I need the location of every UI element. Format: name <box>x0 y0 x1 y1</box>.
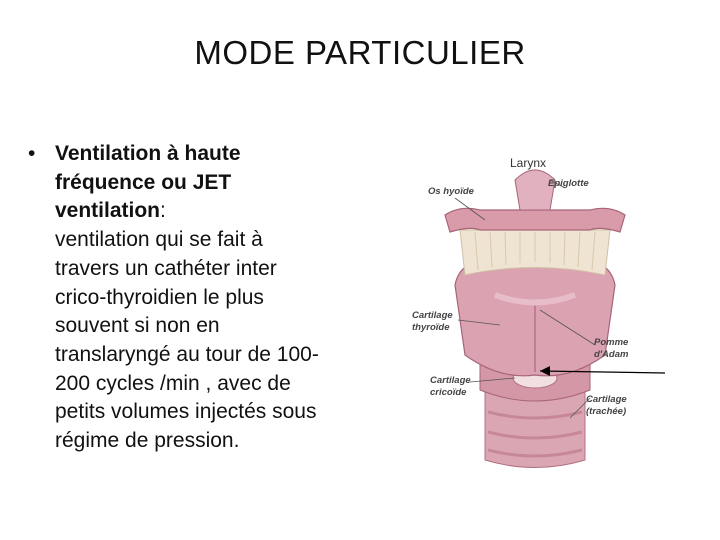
bullet-body: ventilation qui se fait à travers un cathéter inter crico-thyroidien le plus souvent si non en translaryngé au tour de 100- 200 cycles /min , avec de petits volumes injectés sous régime de pression. <box>55 228 319 453</box>
label-cartilage-thyroide-line2: thyroïde <box>412 322 450 333</box>
label-cartilage-cricoide-line1: Cartilage <box>430 375 471 386</box>
bullet-marker: • <box>28 142 36 165</box>
slide-title: MODE PARTICULIER <box>194 34 526 71</box>
label-epiglotte: Epiglotte <box>548 178 589 189</box>
label-cartilage-thyroide-line1: Cartilage <box>412 310 453 321</box>
bullet-colon: : <box>160 199 166 223</box>
figure-title: Larynx <box>510 156 547 170</box>
larynx-illustration <box>400 150 670 470</box>
label-cartilage-cricoide-line2: cricoïde <box>430 387 467 398</box>
label-pomme-adam-line2: d'Adam <box>594 349 629 360</box>
label-pomme-adam-line1: Pomme <box>594 337 629 348</box>
bullet-bold-heading: Ventilation à haute fréquence ou JET ventilation <box>55 142 241 223</box>
label-cartilage-trachee-line2: (trachée) <box>586 406 627 417</box>
label-cartilage-trachee-line1: Cartilage <box>586 394 627 405</box>
bullet-text <box>55 140 328 456</box>
label-os-hyoide: Os hyoïde <box>428 186 474 197</box>
bullet-item <box>28 140 328 456</box>
